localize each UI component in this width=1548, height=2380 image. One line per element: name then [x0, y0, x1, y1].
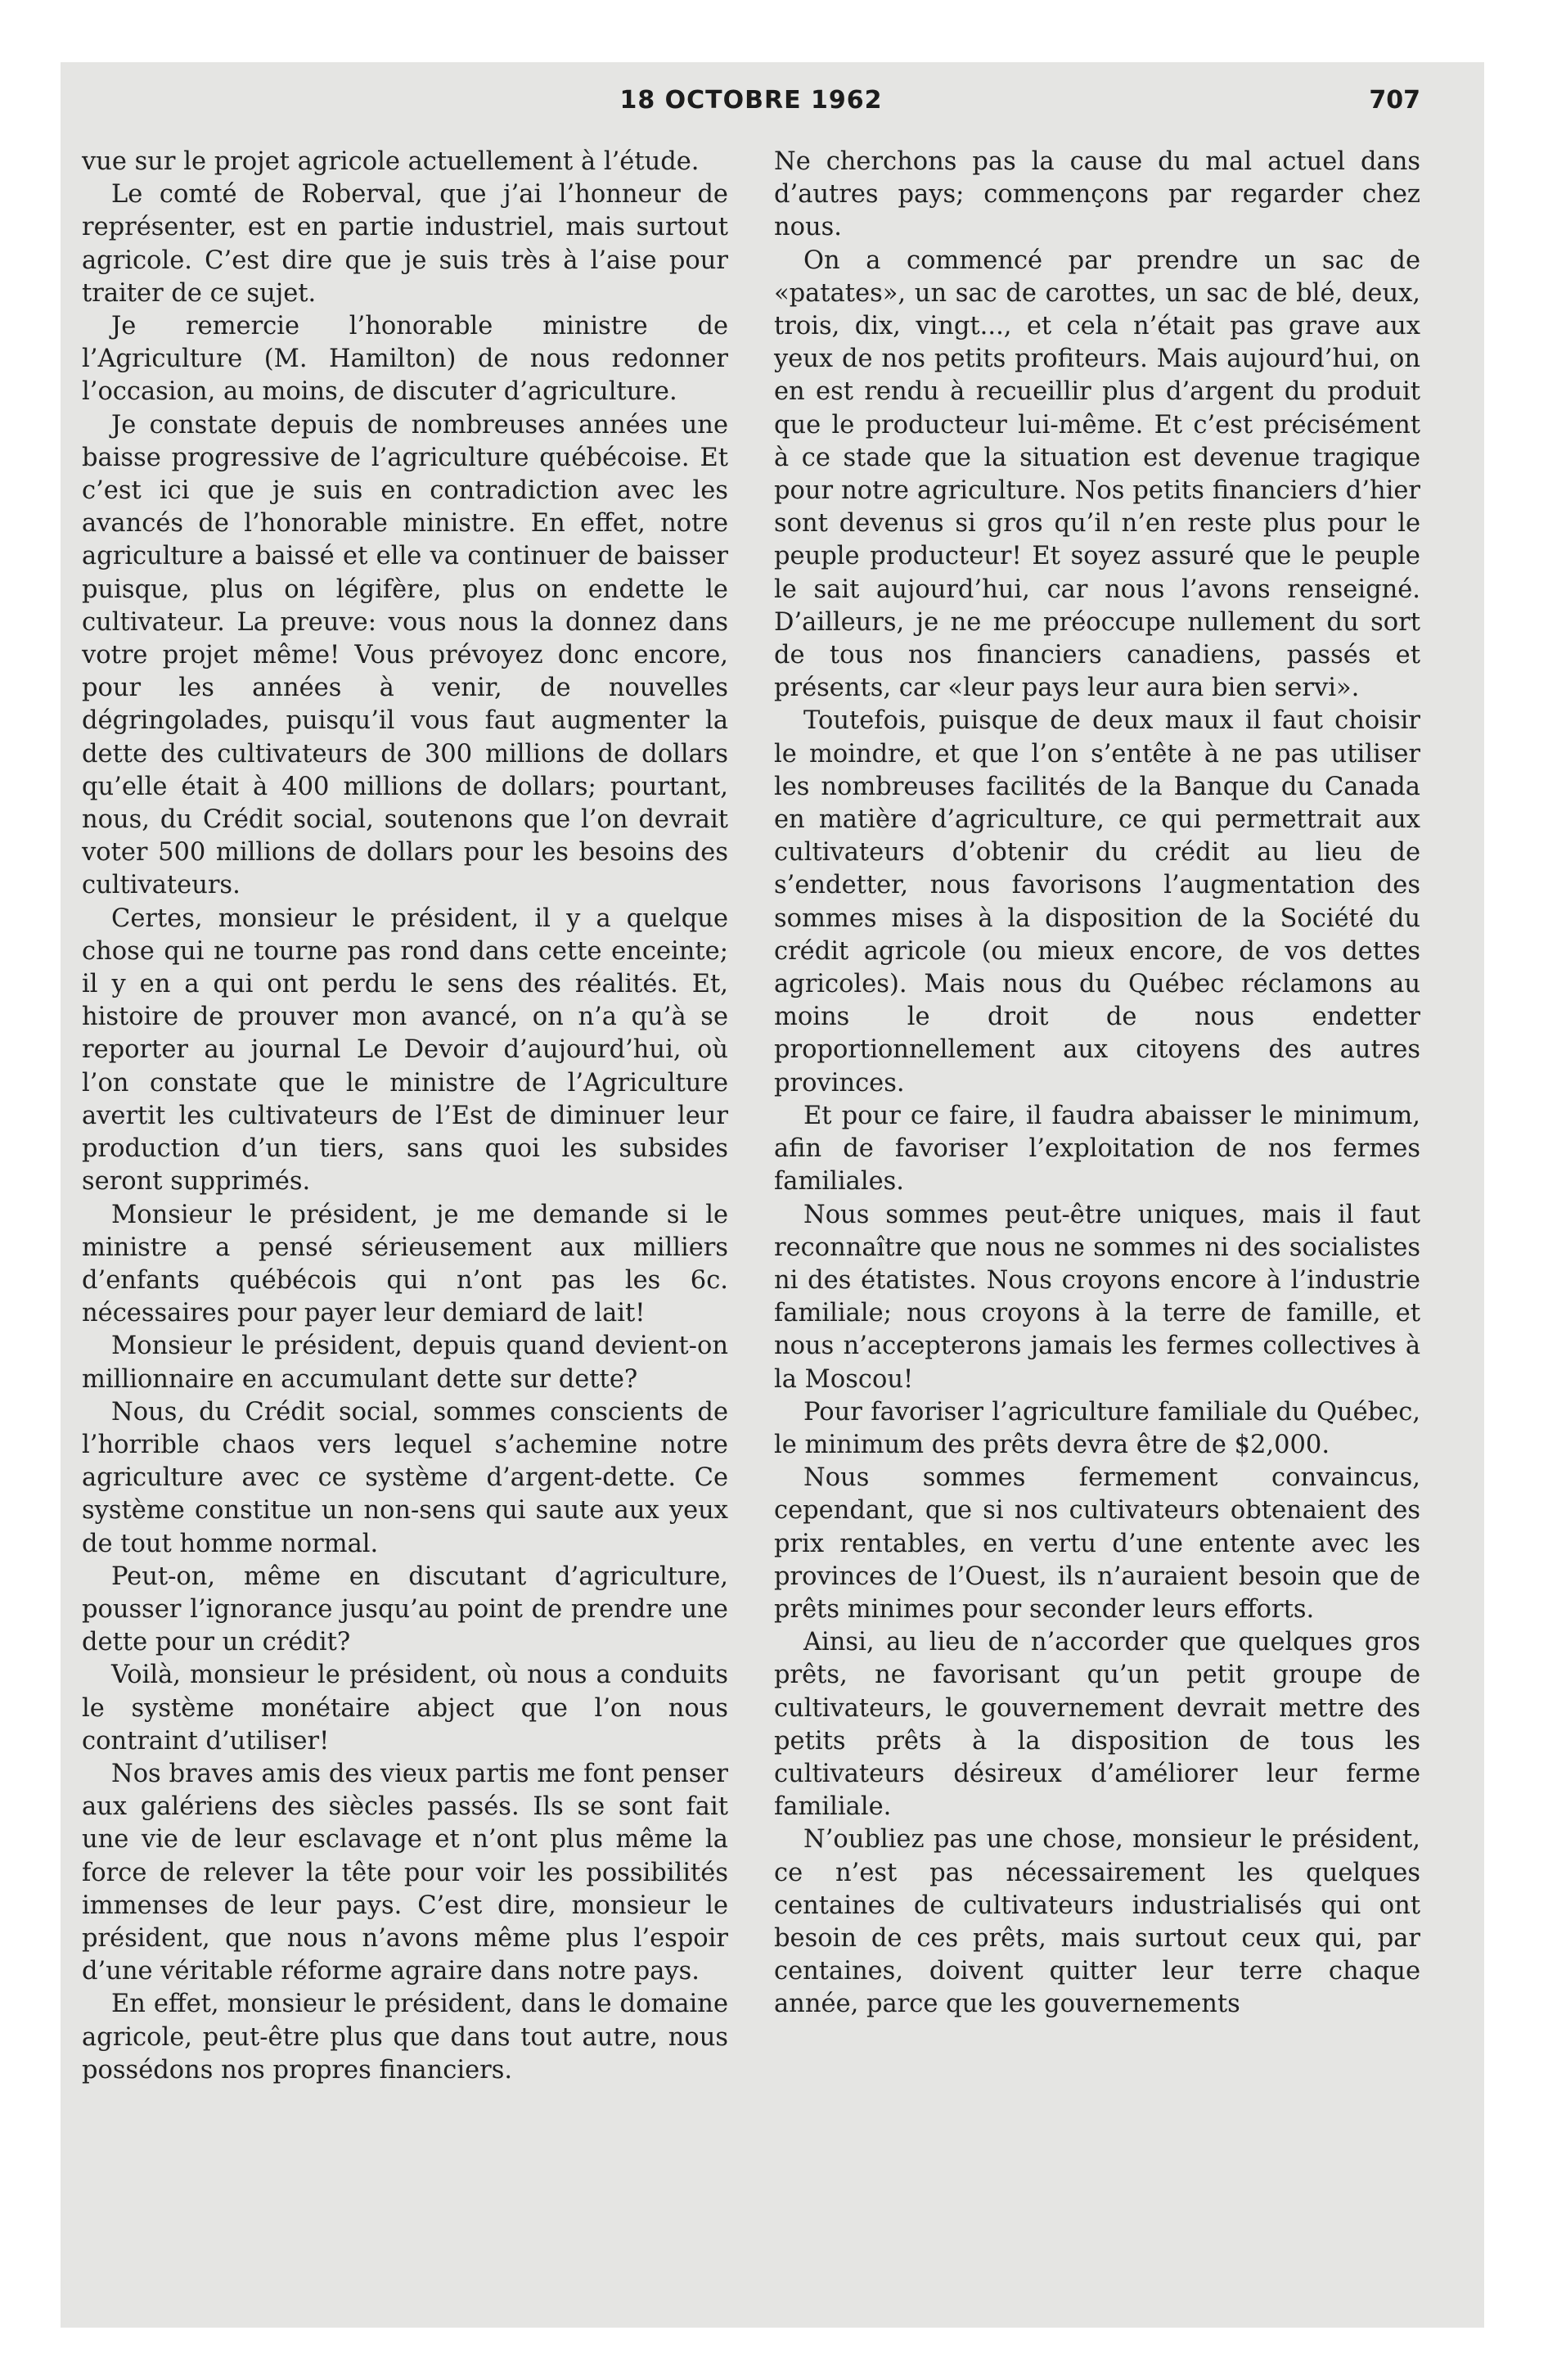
paragraph: Peut-on, même en discutant d’agriculture, pousser l’ignorance jusqu’au point de prendre une dette pour un crédit? — [82, 1562, 728, 1657]
paragraph: N’oubliez pas une chose, monsieur le président, ce n’est pas nécessairement les quelques centaines de cultivateurs industrialisés qui ont besoin de ces prêts, mais surtout ceux qui, par centaines, doivent quitter leur terre chaque année, parce que les gouvernements — [774, 1825, 1420, 2019]
header-date: 18 OCTOBRE 1962 — [619, 86, 883, 115]
page-header — [82, 86, 1420, 119]
paragraph: Nous sommes fermement convaincus, cependant, que si nos cultivateurs obtenaient des prix rentables, en vertu d’une entente avec les provinces de l’Ouest, ils n’auraient besoin que de prêts minimes pour seconder leurs efforts. — [774, 1463, 1420, 1624]
paragraph: Monsieur le président, depuis quand devient-on millionnaire en accumulant dette sur dette? — [82, 1332, 728, 1394]
paragraph: Je constate depuis de nombreuses années une baisse progressive de l’agriculture québécoise. Et c’est ici que je suis en contradiction avec les avancés de l’honorable ministre. En effet, notre agriculture a baissé et elle va continuer de baisser puisque, plus on légifère, plus on endette le cultivateur. La preuve: vous nous la donnez dans votre projet même! Vous prévoyez donc encore, pour les années à venir, de nouvelles dégringolades, puisqu’il vous faut augmenter la dette des cultivateurs de 300 millions de dollars qu’elle était à 400 millions de dollars; pourtant, nous, du Crédit social, soutenons que l’on devrait voter 500 millions de dollars pour les besoins des cultivateurs. — [82, 410, 728, 900]
paragraph: On a commencé par prendre un sac de «patates», un sac de carottes, un sac de blé, deux, trois, dix, vingt..., et cela n’était pas grave aux yeux de nos petits profiteurs. Mais aujourd’hui, on en est rendu à recueillir plus d’argent du produit que le producteur lui-même. Et c’est précisément à ce stade que la situation est devenue tragique pour notre agriculture. Nos petits financiers d’hier sont devenus si gros qu’il n’en reste plus pour le peuple producteur! Et soyez assuré que le peuple le sait aujourd’hui, car nous l’avons renseigné. D’ailleurs, je ne me préoccupe nullement du sort de tous nos financiers canadiens, passés et présents, car «leur pays leur aura bien servi». — [774, 246, 1420, 703]
right-column — [774, 146, 1420, 2022]
paragraph: Pour favoriser l’agriculture familiale du Québec, le minimum des prêts devra être de $2,000. — [774, 1397, 1420, 1459]
paragraph: Monsieur le président, je me demande si le ministre a pensé sérieusement aux milliers d’enfants québécois qui n’ont pas les 6c. nécessaires pour payer leur demiard de lait! — [82, 1200, 728, 1328]
paragraph: Toutefois, puisque de deux maux il faut choisir le moindre, et que l’on s’entête à ne pas utiliser les nombreuses facilités de la Banque du Canada en matière d’agriculture, ce qui permettrait aux cultivateurs d’obtenir du crédit au lieu de s’endetter, nous favorisons l’augmentation des sommes mises à la disposition de la Société du crédit agricole (ou mieux encore, de vos dettes agricoles). Mais nous du Québec réclamons au moins le droit de nous endetter proportionnellement aux citoyens des autres provinces. — [774, 706, 1420, 1098]
page-number: 707 — [1369, 86, 1420, 115]
paragraph: Nous sommes peut-être uniques, mais il faut reconnaître que nous ne sommes ni des socialistes ni des étatistes. Nous croyons encore à l’industrie familiale; nous croyons à la terre de famille, et nous n’accepterons jamais les fermes collectives à la Moscou! — [774, 1200, 1420, 1394]
paragraph: Certes, monsieur le président, il y a quelque chose qui ne tourne pas rond dans cette enceinte; il y en a qui ont perdu le sens des réalités. Et, histoire de prouver mon avancé, on n’a qu’à se reporter au journal Le Devoir d’aujourd’hui, où l’on constate que le ministre de l’Agriculture avertit les cultivateurs de l’Est de diminuer leur production d’un tiers, sans quoi les subsides seront supprimés. — [82, 904, 728, 1197]
paragraph: Ne cherchons pas la cause du mal actuel dans d’autres pays; commençons par regarder chez nous. — [774, 147, 1420, 242]
paragraph: vue sur le projet agricole actuellement à l’étude. — [82, 147, 700, 176]
paragraph: En effet, monsieur le président, dans le domaine agricole, peut-être plus que dans tout autre, nous possédons nos propres financiers. — [82, 1990, 728, 2085]
paragraph: Nous, du Crédit social, sommes conscients de l’horrible chaos vers lequel s’achemine notre agriculture avec ce système d’argent-dette. Ce système constitue un non-sens qui saute aux yeux de tout homme normal. — [82, 1397, 728, 1558]
paragraph: Je remercie l’honorable ministre de l’Agriculture (M. Hamilton) de nous redonner l’occasion, au moins, de discuter d’agriculture. — [82, 312, 728, 407]
left-column — [82, 146, 728, 2087]
paragraph: Et pour ce faire, il faudra abaisser le minimum, afin de favoriser l’exploitation de nos fermes familiales. — [774, 1101, 1420, 1197]
paragraph: Nos braves amis des vieux partis me font penser aux galériens des siècles passés. Ils se sont fait une vie de leur esclavage et n’ont plus même la force de relever la tête pour voir les possibilités immenses de leur pays. C’est dire, monsieur le président, que nous n’avons même plus l’espoir d’une véritable réforme agraire dans notre pays. — [82, 1759, 728, 1986]
paragraph: Le comté de Roberval, que j’ai l’honneur de représenter, est en partie industriel, mais surtout agricole. C’est dire que je suis très à l’aise pour traiter de ce sujet. — [82, 180, 728, 308]
paragraph: Voilà, monsieur le président, où nous a conduits le système monétaire abject que l’on nous contraint d’utiliser! — [82, 1661, 728, 1756]
paragraph: Ainsi, au lieu de n’accorder que quelques gros prêts, ne favorisant qu’un petit groupe de cultivateurs, le gouvernement devrait mettre des petits prêts à la disposition de tous les cultivateurs désireux d’améliorer leur ferme familiale. — [774, 1628, 1420, 1822]
